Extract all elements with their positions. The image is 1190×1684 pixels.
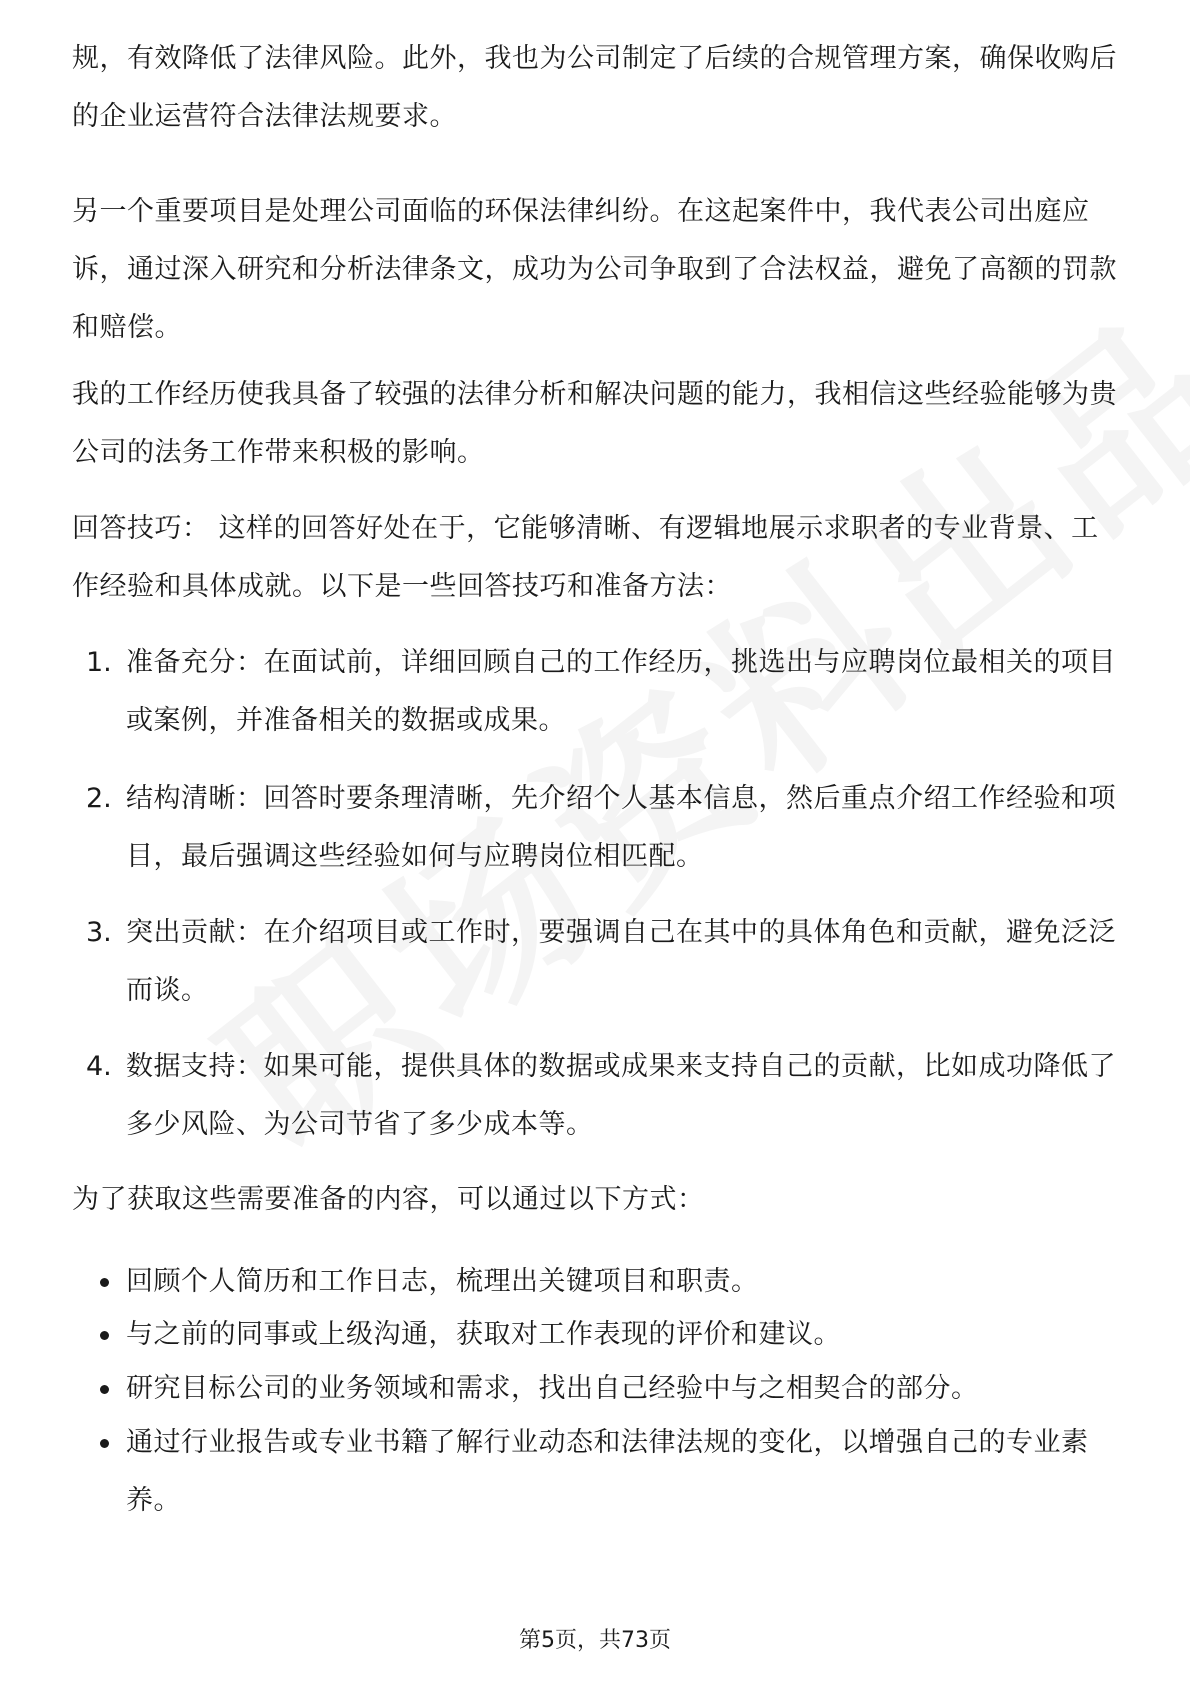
page-number-footer: 第5页，共73页 xyxy=(519,1628,671,1653)
list-number: 1. xyxy=(86,647,112,678)
method-text: 研究目标公司的业务领域和需求，找出自己经验中与之相契合的部分。 xyxy=(126,1373,979,1404)
method-text: 回顾个人简历和工作日志，梳理出关键项目和职责。 xyxy=(126,1266,759,1297)
paragraph-compliance: 规，有效降低了法律风险。此外，我也为公司制定了后续的合规管理方案，确保收购后的企业运营符合法律法规要求。 xyxy=(72,43,1117,132)
paragraph-experience-summary: 我的工作经历使我具备了较强的法律分析和解决问题的能力，我相信这些经验能够为贵公司的法务工作带来积极的影响。 xyxy=(72,379,1117,468)
bullet-icon xyxy=(100,1278,109,1287)
list-number: 4. xyxy=(86,1051,112,1082)
tip-text: 准备充分：在面试前，详细回顾自己的工作经历，挑选出与应聘岗位最相关的项目或案例，并准备相关的数据或成果。 xyxy=(126,647,1116,736)
list-number: 3. xyxy=(86,917,112,948)
methods-intro: 为了获取这些需要准备的内容，可以通过以下方式： xyxy=(72,1184,705,1215)
tip-text: 结构清晰：回答时要条理清晰，先介绍个人基本信息，然后重点介绍工作经验和项目，最后强调这些经验如何与应聘岗位相匹配。 xyxy=(126,783,1116,872)
bullet-icon xyxy=(100,1439,109,1448)
paragraph-answer-tips: 回答技巧： 这样的回答好处在于，它能够清晰、有逻辑地展示求职者的专业背景、工作经验和具体成就。以下是一些回答技巧和准备方法： xyxy=(72,513,1099,602)
tip-text: 数据支持：如果可能，提供具体的数据或成果来支持自己的贡献，比如成功降低了多少风险、为公司节省了多少成本等。 xyxy=(126,1051,1116,1140)
paragraph-environmental-case: 另一个重要项目是处理公司面临的环保法律纠纷。在这起案件中，我代表公司出庭应诉，通过深入研究和分析法律条文，成功为公司争取到了合法权益，避免了高额的罚款和赔偿。 xyxy=(72,196,1117,343)
bullet-icon xyxy=(100,1331,109,1340)
method-text: 通过行业报告或专业书籍了解行业动态和法律法规的变化，以增强自己的专业素养。 xyxy=(126,1427,1089,1516)
tip-text: 突出贡献：在介绍项目或工作时，要强调自己在其中的具体角色和贡献，避免泛泛而谈。 xyxy=(126,917,1116,1006)
method-text: 与之前的同事或上级沟通，获取对工作表现的评价和建议。 xyxy=(126,1319,841,1350)
list-number: 2. xyxy=(86,783,112,814)
bullet-icon xyxy=(100,1385,109,1394)
